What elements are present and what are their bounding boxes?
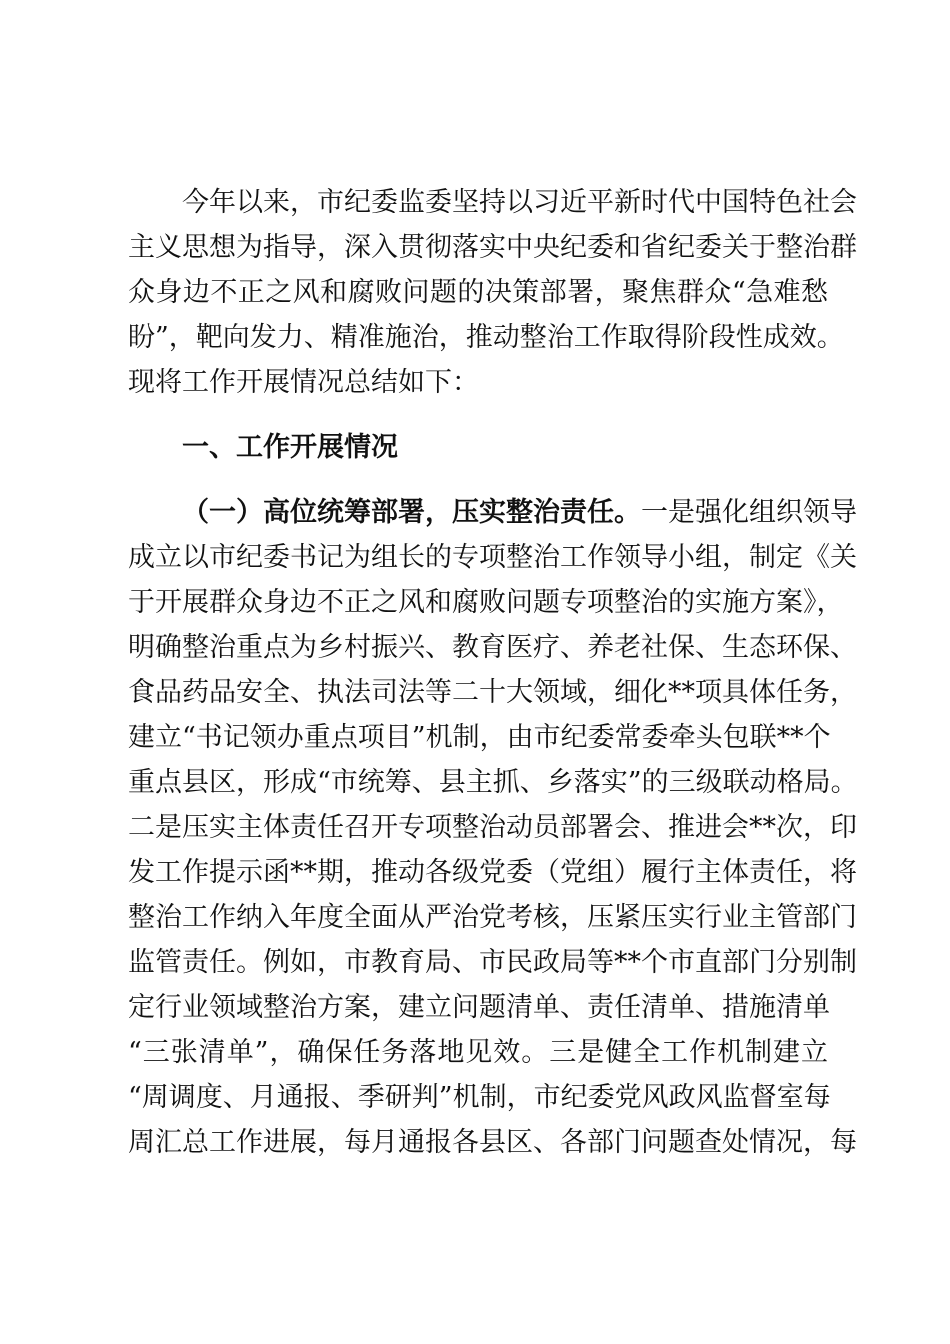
subsection-first-line-text: 一是强化组织领导 xyxy=(641,497,857,528)
body-line: 监管责任。例如，市教育局、市民政局等**个市直部门分别制 xyxy=(128,947,857,978)
body-line: 成立以市纪委书记为组长的专项整治工作领导小组，制定《关 xyxy=(128,542,857,573)
intro-line: 主义思想为指导，深入贯彻落实中央纪委和省纪委关于整治群 xyxy=(128,232,857,263)
body-line: 周汇总工作进展，每月通报各县区、各部门问题查处情况，每 xyxy=(128,1127,857,1158)
body-line: “三张清单”，确保任务落地见效。三是健全工作机制建立 xyxy=(128,1037,828,1068)
section-heading: 一、工作开展情况 xyxy=(182,432,398,463)
body-line: 建立“书记领办重点项目”机制，由市纪委常委牵头包联**个 xyxy=(128,722,831,753)
body-line: 明确整治重点为乡村振兴、教育医疗、养老社保、生态环保、 xyxy=(128,632,857,663)
body-line: 重点县区，形成“市统筹、县主抓、乡落实”的三级联动格局。 xyxy=(128,767,858,798)
intro-line: 盼”，靶向发力、精准施治，推动整治工作取得阶段性成效。 xyxy=(128,322,844,353)
body-line: 于开展群众身边不正之风和腐败问题专项整治的实施方案》， xyxy=(128,587,844,618)
intro-line: 众身边不正之风和腐败问题的决策部署，聚焦群众“急难愁 xyxy=(128,277,828,308)
body-line: 定行业领域整治方案，建立问题清单、责任清单、措施清单 xyxy=(128,992,830,1023)
subsection-paragraph xyxy=(128,490,858,1165)
subsection-first-line xyxy=(128,490,857,535)
body-line: “周调度、月通报、季研判”机制，市纪委党风政风监督室每 xyxy=(128,1082,831,1113)
intro-paragraph xyxy=(128,180,857,405)
body-line: 二是压实主体责任召开专项整治动员部署会、推进会**次，印 xyxy=(128,812,857,843)
subsection-title: （一）高位统筹部署，压实整治责任。 xyxy=(182,497,641,528)
body-line: 食品药品安全、执法司法等二十大领域，细化**项具体任务， xyxy=(128,677,857,708)
document-body xyxy=(128,180,858,1165)
body-line: 整治工作纳入年度全面从严治党考核，压紧压实行业主管部门 xyxy=(128,902,857,933)
body-line: 发工作提示函**期，推动各级党委（党组）履行主体责任，将 xyxy=(128,857,857,888)
intro-line: 现将工作开展情况总结如下： xyxy=(128,367,479,398)
intro-line: 今年以来，市纪委监委坚持以习近平新时代中国特色社会 xyxy=(182,187,857,218)
